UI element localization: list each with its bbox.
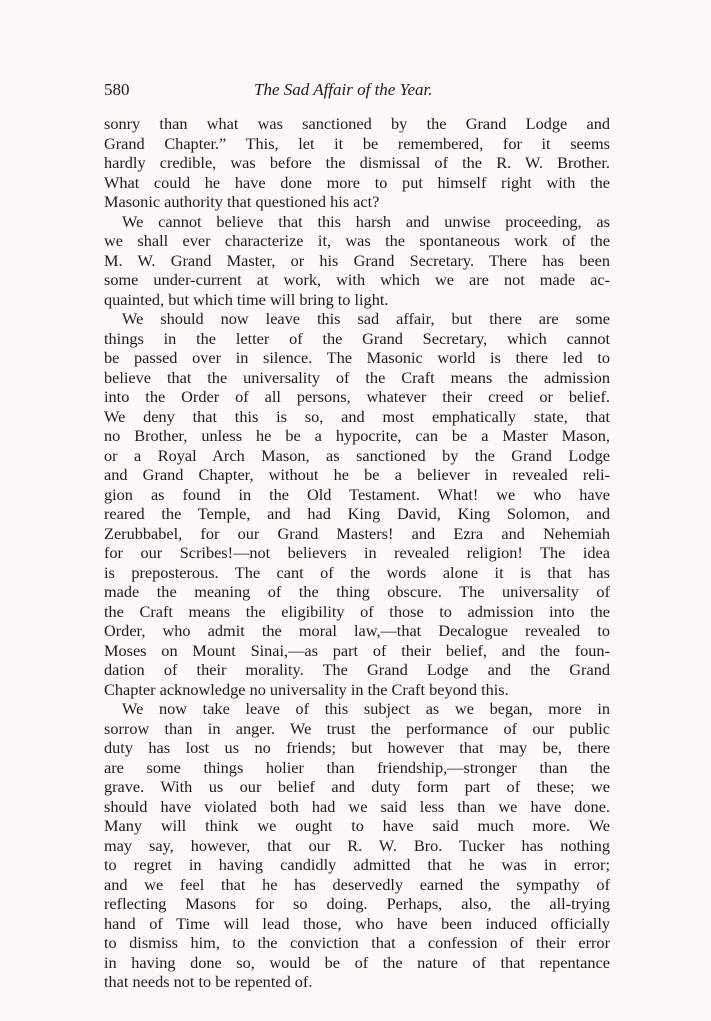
text-line: M. W. Grand Master, or his Grand Secretary. There has been [104,250,610,270]
text-line: Many will think we ought to have said much more. We [104,816,610,835]
text-line: to regret in having candidly admitted that he was in error; [104,855,610,874]
text-line: sorrow than in anger. We trust the performance of our public [104,718,610,738]
text-line: Chapter acknowledge no universality in the Craft beyond this. [104,679,509,699]
text-line: and Grand Chapter, without he be a believer in revealed reli- [104,465,610,484]
text-line: hardly credible, was before the dismissal of the R. W. Brother. [104,153,610,172]
text-line: to dismiss him, to the conviction that a confession of their error [104,933,610,952]
text-line: quainted, but which time will bring to light. [104,289,389,309]
text-line: sonry than what was sanctioned by the Grand Lodge and [104,114,610,133]
text-line: for our Scribes!—not believers in revealed religion! The idea [104,543,610,562]
text-line: Order, who admit the moral law,—that Decalogue revealed to [104,621,610,640]
text-line: We now take leave of this subject as we began, more in [122,699,610,718]
text-line: Grand Chapter.” This, let it be remembered, for it seems [104,133,610,153]
text-line: be passed over in silence. The Masonic world is there led to [104,348,610,367]
text-line: things in the letter of the Grand Secretary, which cannot [104,328,610,348]
text-line: some under-current at work, with which we are not made ac- [104,270,610,289]
running-title: The Sad Affair of the Year. [254,80,433,99]
text-line: dation of their morality. The Grand Lodge and the Grand [104,660,610,679]
text-line: that needs not to be repented of. [104,972,313,991]
text-line: reflecting Masons for so doing. Perhaps, also, the all-trying [104,894,610,913]
text-line: What could he have done more to put himself right with the [104,172,610,192]
text-line: or a Royal Arch Mason, as sanctioned by the Grand Lodge [104,445,610,465]
text-line: We deny that this is so, and most emphatically state, that [104,406,610,426]
text-line: Zerubbabel, for our Grand Masters! and Ezra and Nehemiah [104,523,610,543]
text-line: hand of Time will lead those, who have been induced officially [104,913,610,933]
text-line: gion as found in the Old Testament. What! we who have [104,484,610,504]
text-line: reared the Temple, and had King David, King Solomon, and [104,504,610,523]
text-line: no Brother, unless he be a hypocrite, can be a Master Mason, [104,426,610,445]
page-number: 580 [104,80,130,99]
text-line: duty has lost us no friends; but however that may be, there [104,738,610,757]
text-line: and we feel that he has deservedly earned the sympathy of [104,874,610,894]
text-line: Masonic authority that questioned his act? [104,192,380,211]
text-line: the Craft means the eligibility of those to admission into the [104,601,610,621]
running-head [104,80,610,102]
text-line: may say, however, that our R. W. Bro. Tucker has nothing [104,835,610,855]
text-line: We should now leave this sad affair, but there are some [122,309,610,328]
text-line: we shall ever characterize it, was the spontaneous work of the [104,231,610,250]
text-line: into the Order of all persons, whatever their creed or belief. [104,387,610,406]
text-line: We cannot believe that this harsh and unwise proceeding, as [122,211,610,231]
text-line: made the meaning of the thing obscure. The universality of [104,582,610,601]
text-line: Moses on Mount Sinai,—as part of their belief, and the foun- [104,640,610,660]
text-line: should have violated both had we said less than we have done. [104,796,610,816]
text-line: grave. With us our belief and duty form part of these; we [104,777,610,796]
body-text [104,114,610,992]
text-line: is preposterous. The cant of the words alone it is that has [104,562,610,582]
text-line: are some things holier than friendship,—stronger than the [104,757,610,777]
text-line: believe that the universality of the Craft means the admission [104,367,610,387]
text-line: in having done so, would be of the nature of that repentance [104,952,610,972]
